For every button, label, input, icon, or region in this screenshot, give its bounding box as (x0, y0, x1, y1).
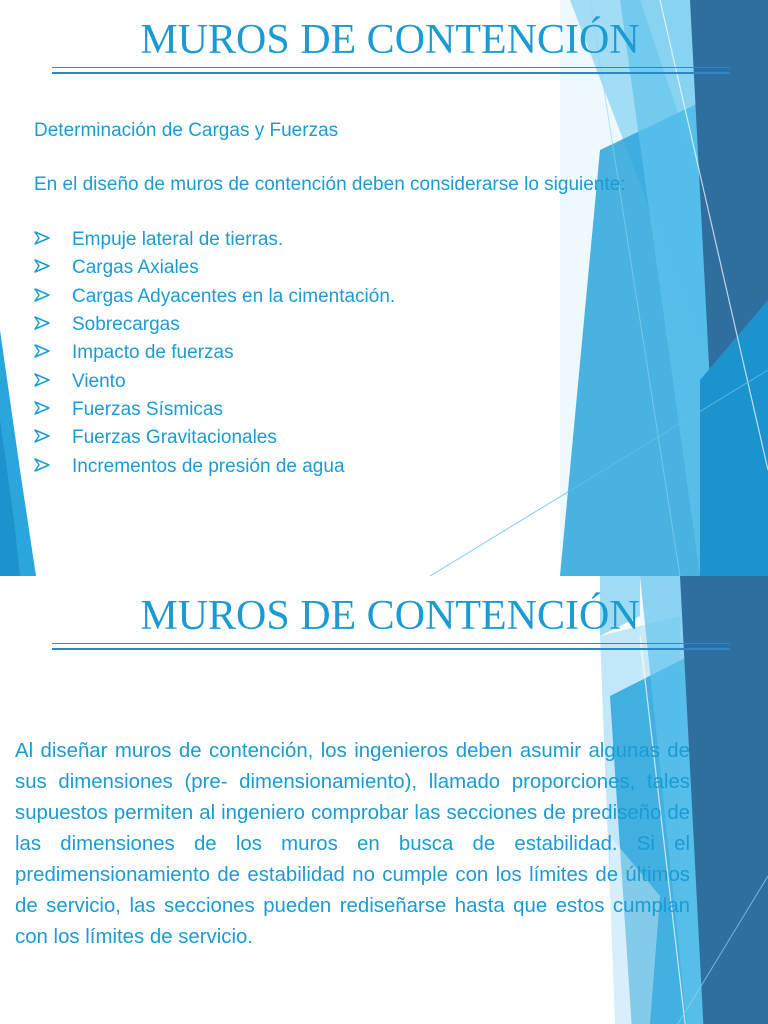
list-item (34, 367, 754, 395)
list-item-text: Cargas Axiales (72, 257, 199, 279)
list-item-text: Fuerzas Sísmicas (72, 398, 223, 420)
arrowhead-bullet-icon (34, 342, 72, 364)
list-item (34, 283, 754, 311)
slide-1-body (34, 118, 754, 481)
slide-1-title: MUROS DE CONTENCIÓN (140, 17, 640, 63)
list-item-text: Cargas Adyacentes en la cimentación. (72, 285, 396, 307)
list-item (34, 254, 754, 282)
list-item-text: Fuerzas Gravitacionales (72, 427, 277, 449)
list-item-text: Incrementos de presión de agua (72, 455, 345, 477)
list-item (34, 226, 754, 254)
intro-text: En el diseño de muros de contención deben considerarse lo siguiente: (34, 174, 626, 195)
slide-2-title: MUROS DE CONTENCIÓN (140, 593, 640, 639)
slide-2 (0, 576, 768, 1024)
list-item-text: Empuje lateral de tierras. (72, 229, 284, 251)
title-underline (52, 67, 730, 74)
list-item-text: Impacto de fuerzas (72, 342, 234, 364)
list-item (34, 452, 754, 480)
title-underline (52, 643, 730, 650)
list-item (34, 311, 754, 339)
arrowhead-bullet-icon (34, 371, 72, 393)
arrowhead-bullet-icon (34, 286, 72, 308)
arrowhead-bullet-icon (34, 456, 72, 478)
list-item-text: Viento (72, 370, 126, 392)
list-item (34, 424, 754, 452)
arrowhead-bullet-icon (34, 229, 72, 251)
arrowhead-bullet-icon (34, 314, 72, 336)
list-item (34, 396, 754, 424)
list-item-text: Sobrecargas (72, 314, 180, 336)
list-item (34, 339, 754, 367)
arrowhead-bullet-icon (34, 427, 72, 449)
slide-2-paragraph: Al diseñar muros de contención, los ingenieros deben asumir algunas de sus dimensiones (pre- dimensionamiento), llamado proporciones, tales supuestos permiten al ingeniero comprobar las secciones de prediseño de las dimensiones de los muros en busca de estabilidad. Si el predimensionamiento de estabilidad no cumple con los límites de últimos de servicio, las secciones pueden rediseñarse hasta que estos cumplan con los límites de servicio. (15, 740, 690, 948)
arrowhead-bullet-icon (34, 399, 72, 421)
section-heading: Determinación de Cargas y Fuerzas (34, 120, 339, 141)
loads-list (34, 226, 754, 481)
arrowhead-bullet-icon (34, 257, 72, 279)
